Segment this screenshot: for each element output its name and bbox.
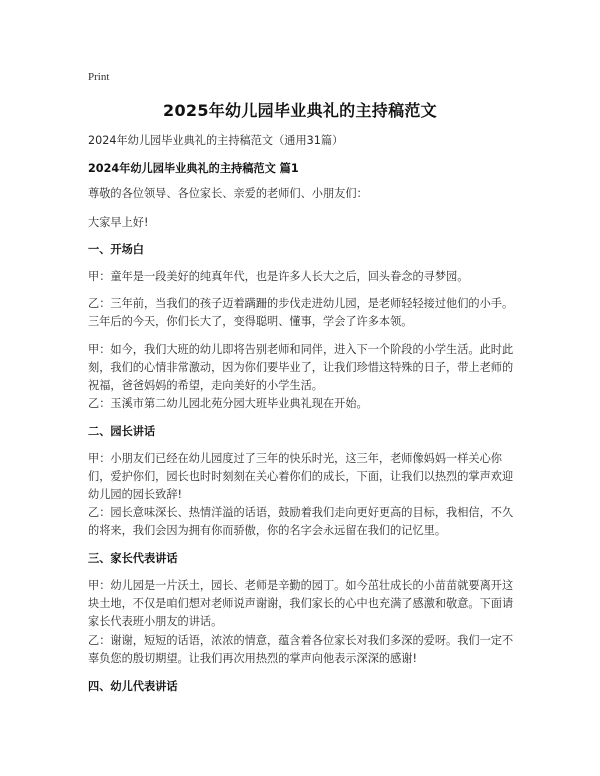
paragraph: 乙：园长意味深长、热情洋溢的话语，鼓励着我们走向更好更高的目标，我相信，不久的将来，我们会因为拥有你而骄傲，你的名字会永远留在我们的记忆里。 bbox=[88, 506, 514, 537]
hello-paragraph: 大家早上好! bbox=[88, 216, 149, 229]
heading-principal-speech: 二、园长讲话 bbox=[88, 425, 156, 438]
paragraph: 乙：玉溪市第二幼儿园北苑分园大班毕业典礼现在开始。 bbox=[88, 397, 368, 410]
print-link[interactable]: Print bbox=[88, 71, 110, 83]
heading-child-speech: 四、幼儿代表讲话 bbox=[88, 680, 178, 693]
greeting-paragraph: 尊敬的各位领导、各位家长、亲爱的老师们、小朋友们： bbox=[88, 187, 368, 200]
heading-parent-speech: 三、家长代表讲话 bbox=[88, 552, 178, 565]
paragraph: 乙：谢谢，短短的话语，浓浓的情意，蕴含着各位家长对我们多深的爱呀。我们一定不辜负您的殷切期望。让我们再次用热烈的掌声向他表示深深的感谢! bbox=[88, 634, 514, 665]
section-title: 2024年幼儿园毕业典礼的主持稿范文 篇1 bbox=[88, 162, 299, 175]
paragraph: 甲：小朋友们已经在幼儿园度过了三年的快乐时光，这三年，老师像妈妈一样关心你们，爱护你们，园长也时时刻刻在关心着你们的成长，下面，让我们以热烈的掌声欢迎幼儿园的园长致辞! bbox=[88, 452, 514, 501]
heading-opening: 一、开场白 bbox=[88, 243, 144, 256]
document-subtitle: 2024年幼儿园毕业典礼的主持稿范文（通用31篇） bbox=[88, 134, 344, 147]
paragraph: 甲：幼儿园是一片沃土，园长、老师是辛勤的园丁。如今茁壮成长的小苗苗就要离开这块土地，不仅是咱们想对老师说声谢谢，我们家长的心中也充满了感激和敬意。下面请家长代表班小朋友的讲话。 bbox=[88, 579, 514, 628]
paragraph: 甲：童年是一段美好的纯真年代，也是许多人长大之后，回头眷念的寻梦园。 bbox=[88, 270, 469, 283]
paragraph: 甲：如今，我们大班的幼儿即将告别老师和同伴，进入下一个阶段的小学生活。此时此刻，我们的心情非常激动，因为你们要毕业了，让我们珍惜这特殊的日子，带上老师的祝福，爸爸妈妈的希望，走向美好的小学生活。 bbox=[88, 343, 514, 392]
paragraph: 乙：三年前，当我们的孩子迈着蹒跚的步伐走进幼儿园，是老师轻轻接过他们的小手。三年后的今天，你们长大了，变得聪明、懂事，学会了许多本领。 bbox=[88, 297, 514, 328]
page-title: 2025年幼儿园毕业典礼的主持稿范文 bbox=[163, 101, 437, 120]
